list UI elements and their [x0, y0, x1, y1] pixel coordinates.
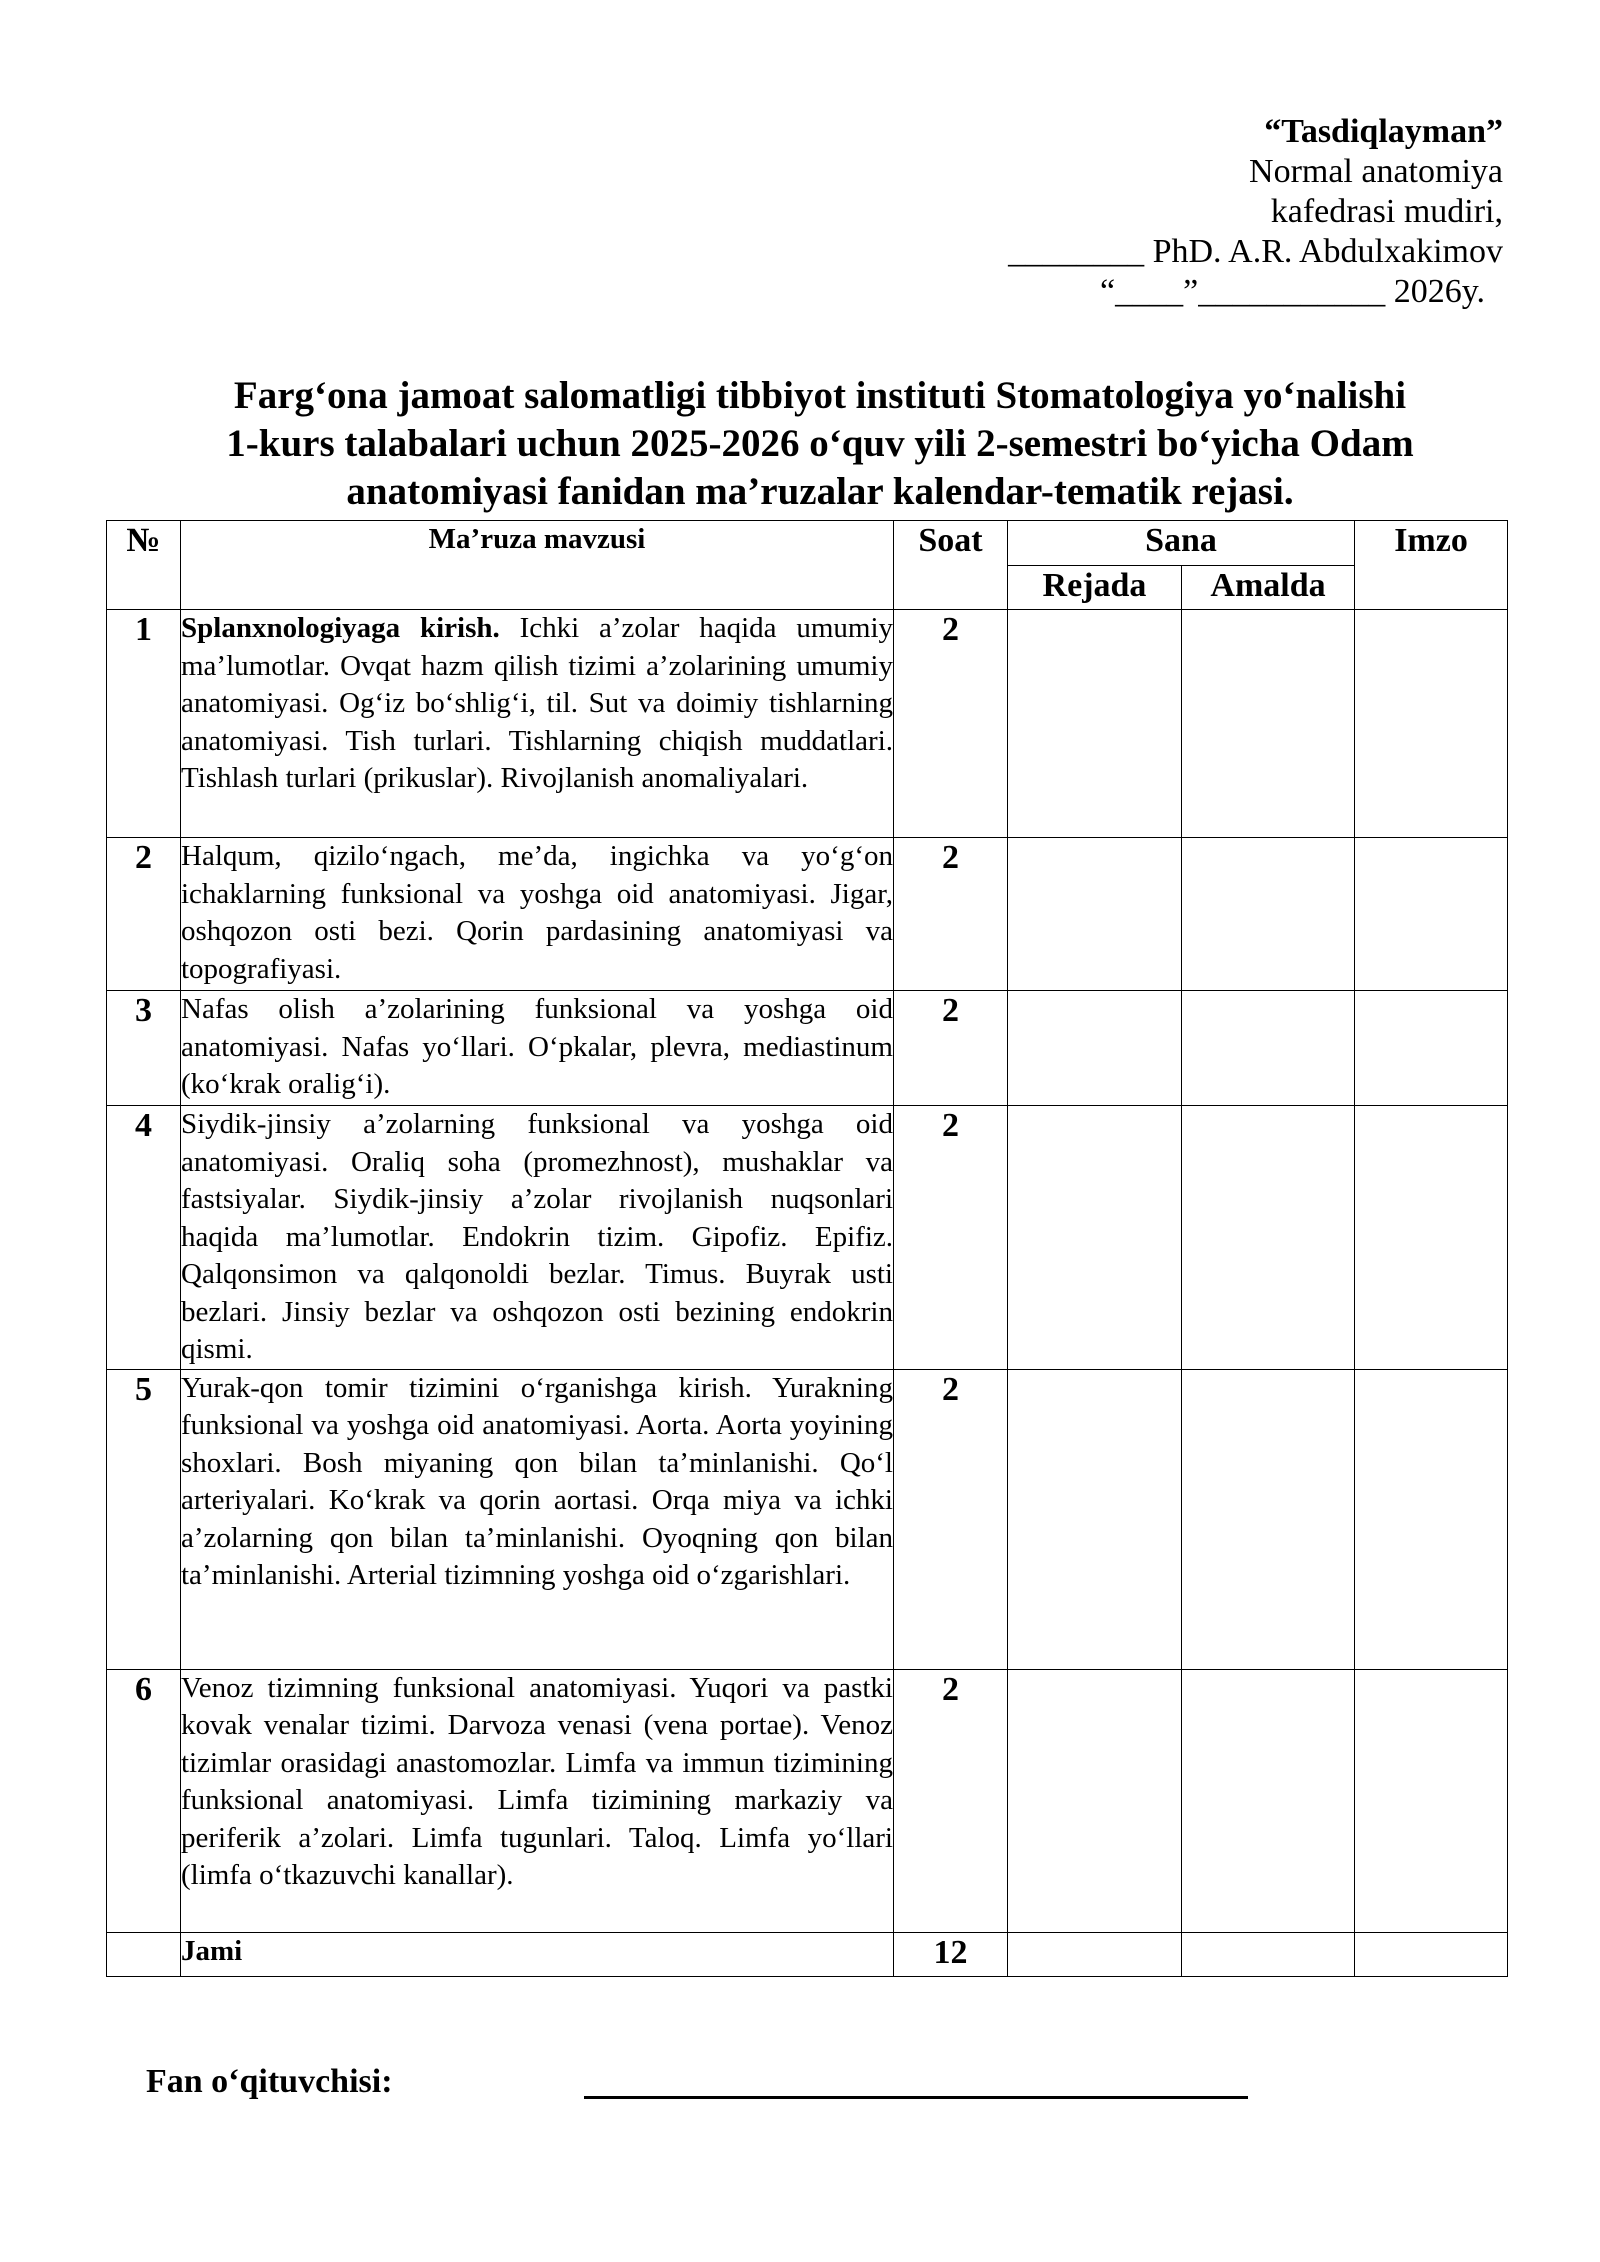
row-actual-cell: [1182, 1369, 1355, 1669]
header-date: Sana: [1008, 521, 1355, 566]
table-row: [107, 1669, 1508, 1932]
row-planned-cell: [1008, 610, 1182, 838]
row-number: 2: [107, 838, 181, 991]
total-label: Jami: [181, 1932, 894, 1976]
row-hours: 2: [894, 1369, 1008, 1669]
total-planned-cell: [1008, 1932, 1182, 1976]
header-planned: Rejada: [1008, 566, 1182, 610]
row-topic: Siydik-jinsiy a’zolarning funksional va yoshga oid anatomiyasi. Oraliq soha (promezhnost), mushaklar va fastsiyalar. Siydik-jinsiy a’zolar rivojlanish nuqsonlari haqida ma’lumotlar. Endokrin tizim. Gipofiz. Epifiz. Qalqonsimon va qalqonoldi bezlar. Timus. Buyrak usti bezlari. Jinsiy bezlar va oshqozon osti bezining endokrin qismi.: [181, 1106, 894, 1370]
row-signature-cell: [1355, 1106, 1508, 1370]
row-topic: Venoz tizimning funksional anatomiyasi. Yuqori va pastki kovak venalar tizimi. Darvoza venasi (vena portae). Venoz tizimlar orasidagi anastomozlar. Limfa va immun tizimining funksional anatomiyasi. Limfa tizimining markaziy va periferik a’zolari. Limfa tugunlari. Taloq. Limfa yo‘llari (limfa o‘tkazuvchi kanallar).: [181, 1669, 894, 1932]
table-row: [107, 1369, 1508, 1669]
row-actual-cell: [1182, 1106, 1355, 1370]
row-actual-cell: [1182, 610, 1355, 838]
header-signature: Imzo: [1355, 521, 1508, 610]
row-hours: 2: [894, 610, 1008, 838]
document-title-line-3: anatomiyasi fanidan ma’ruzalar kalendar-tematik rejasi.: [346, 470, 1294, 513]
row-hours: 2: [894, 1106, 1008, 1370]
approval-line-2: kafedrasi mudiri,: [1270, 193, 1503, 230]
row-signature-cell: [1355, 1369, 1508, 1669]
row-actual-cell: [1182, 838, 1355, 991]
table-row: [107, 838, 1508, 991]
lecture-plan-table: [106, 520, 1508, 1977]
row-number: 5: [107, 1369, 181, 1669]
row-planned-cell: [1008, 838, 1182, 991]
row-number: 1: [107, 610, 181, 838]
total-number-cell: [107, 1932, 181, 1976]
teacher-signature-line: [584, 2096, 1248, 2099]
total-hours: 12: [894, 1932, 1008, 1976]
document-title: [100, 372, 1540, 516]
total-actual-cell: [1182, 1932, 1355, 1976]
header-actual: Amalda: [1182, 566, 1355, 610]
approval-line-4: “____”___________ 2026y.: [1100, 273, 1485, 310]
row-signature-cell: [1355, 991, 1508, 1106]
row-signature-cell: [1355, 1669, 1508, 1932]
table-total-row: [107, 1932, 1508, 1976]
row-planned-cell: [1008, 1106, 1182, 1370]
table-row: [107, 1106, 1508, 1370]
table-row: [107, 610, 1508, 838]
teacher-label: Fan o‘qituvchisi:: [146, 2063, 393, 2100]
row-topic: Yurak-qon tomir tizimini o‘rganishga kirish. Yurakning funksional va yoshga oid anatomiyasi. Aorta. Aorta yoyining shoxlari. Bosh miyaning qon bilan ta’minlanishi. Qo‘l arteriyalari. Ko‘krak va qorin aortasi. Orqa miya va ichki a’zolarning qon bilan ta’minlanishi. Oyoqning qon bilan ta’minlanishi. Arterial tizimning yoshga oid o‘zgarishlari.: [181, 1369, 894, 1669]
row-hours: 2: [894, 991, 1008, 1106]
document-title-line-2: 1-kurs talabalari uchun 2025-2026 o‘quv yili 2-semestri bo‘yicha Odam: [226, 422, 1414, 465]
row-topic: Nafas olish a’zolarining funksional va yoshga oid anatomiyasi. Nafas yo‘llari. O‘pkalar, plevra, mediastinum (ko‘krak oralig‘i).: [181, 991, 894, 1106]
row-number: 6: [107, 1669, 181, 1932]
row-planned-cell: [1008, 1669, 1182, 1932]
row-signature-cell: [1355, 838, 1508, 991]
row-topic: Halqum, qizilo‘ngach, me’da, ingichka va yo‘g‘on ichaklarning funksional va yoshga oid anatomiyasi. Jigar, oshqozon osti bezi. Qorin pardasining anatomiyasi va topografiyasi.: [181, 838, 894, 991]
total-signature-cell: [1355, 1932, 1508, 1976]
approval-title: “Tasdiqlayman”: [1264, 113, 1503, 150]
row-number: 3: [107, 991, 181, 1106]
header-topic: Ma’ruza mavzusi: [181, 521, 894, 610]
row-topic-text: Ichki a’zolar haqida umumiy ma’lumotlar. Ovqat hazm qilish tizimi a’zolarining umumiy anatomiyasi. Og‘iz bo‘shlig‘i, til. Sut va doimiy tishlarning anatomiyasi. Tish turlari. Tishlarning chiqish muddatlari. Tishlash turlari (prikuslar). Rivojlanish anomaliyalari.: [181, 612, 893, 794]
row-topic-lead: Splanxnologiyaga kirish.: [181, 612, 500, 644]
row-hours: 2: [894, 838, 1008, 991]
table-row: [107, 991, 1508, 1106]
approval-line-3: ________ PhD. A.R. Abdulxakimov: [1008, 233, 1503, 270]
approval-block: [1008, 112, 1503, 312]
row-topic: [181, 610, 894, 838]
header-hours: Soat: [894, 521, 1008, 610]
row-number: 4: [107, 1106, 181, 1370]
row-planned-cell: [1008, 1369, 1182, 1669]
row-hours: 2: [894, 1669, 1008, 1932]
row-actual-cell: [1182, 1669, 1355, 1932]
document-title-line-1: Farg‘ona jamoat salomatligi tibbiyot instituti Stomatologiya yo‘nalishi: [233, 374, 1407, 417]
header-number: №: [107, 521, 181, 610]
row-planned-cell: [1008, 991, 1182, 1106]
row-actual-cell: [1182, 991, 1355, 1106]
approval-line-1: Normal anatomiya: [1249, 153, 1503, 190]
row-signature-cell: [1355, 610, 1508, 838]
